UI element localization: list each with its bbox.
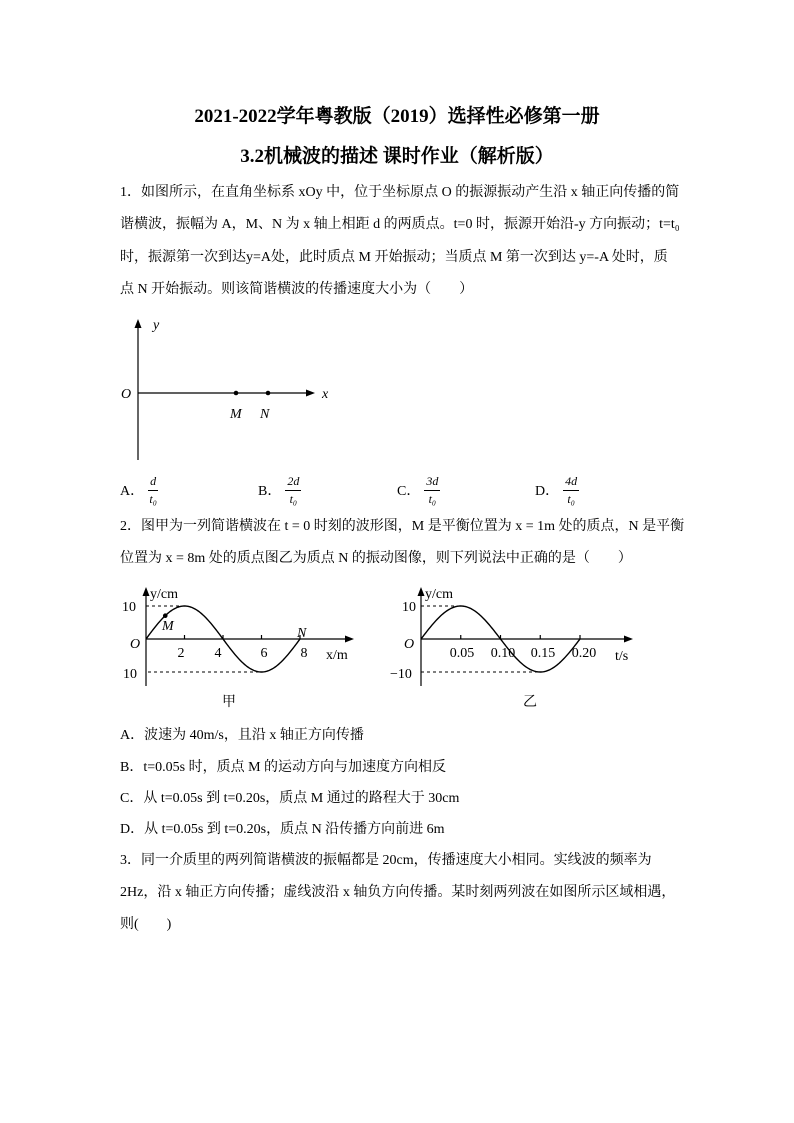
x-tick-label: 8	[300, 646, 308, 661]
q2-option-c: C．从 t=0.05s 到 t=0.20s，质点 M 通过的路程大于 30cm	[120, 791, 460, 806]
y-bottom-value-label: −10	[390, 667, 412, 682]
x-axis-label: x	[322, 387, 329, 402]
t-axis-arrow	[624, 636, 633, 643]
option-label: A．	[120, 484, 145, 499]
q1-text-line: 时，振源第一次到达y=A处，此时质点 M 开始振动；当质点 M 第一次到达 y=-A 处时，质	[120, 250, 668, 265]
q2-option-a: A．波速为 40m/s，且沿 x 轴正方向传播	[120, 728, 364, 743]
y-top-value-label: 10	[122, 600, 136, 615]
t-tick-label: 0.15	[530, 646, 556, 661]
y-top-value-label: 10	[402, 600, 416, 615]
q3-text-line: 2Hz，沿 x 轴正方向传播；虚线波沿 x 轴负方向传播。某时刻两列波在如图所示区域相遇，	[120, 885, 676, 900]
q2-option-d: D．从 t=0.05s 到 t=0.20s，质点 N 沿传播方向前进 6m	[120, 822, 445, 837]
fraction-numerator: 3d	[424, 473, 440, 491]
point-n	[266, 391, 271, 396]
x-tick-label: 6	[260, 646, 268, 661]
origin-label: O	[404, 637, 415, 652]
point-m-label: M	[230, 407, 242, 422]
q1-coordinate-diagram	[110, 310, 340, 470]
y-axis-label: y/cm	[425, 587, 453, 602]
q3-text-line: 则( )	[120, 917, 172, 932]
t-axis-label: t/s	[615, 649, 629, 664]
q2-text-line: 2．图甲为一列简谐横波在 t = 0 时刻的波形图，M 是平衡位置为 x = 1m 处的质点，N 是平衡	[120, 519, 685, 534]
q1-text-line: 点 N 开始振动。则该简谐横波的传播速度大小为（ ）	[120, 282, 474, 297]
q1-option-d	[535, 470, 579, 510]
q1-option-a	[120, 470, 158, 510]
q2-text-line: 位置为 x = 8m 处的质点图乙为质点 N 的振动图像，则下列说法中正确的是（ ）	[120, 551, 632, 566]
fraction-denominator: t₀	[428, 491, 437, 506]
y-bottom-value-label: 10	[123, 667, 137, 682]
figure-a-caption: 甲	[222, 695, 236, 710]
figure-b-caption: 乙	[523, 695, 537, 710]
q1-option-c	[397, 470, 440, 510]
q1-text-line: 谐横波，振幅为 A，M、N 为 x 轴上相距 d 的两质点。t=0 时，振源开始沿-y 方向振动；t=t₀	[120, 217, 680, 232]
x-axis-arrow	[306, 390, 315, 397]
q2-option-b: B．t=0.05s 时，质点 M 的运动方向与加速度方向相反	[120, 760, 447, 775]
t-tick-label: 0.10	[490, 646, 516, 661]
fraction-numerator: d	[148, 473, 158, 491]
fraction-denominator: t₀	[567, 491, 575, 506]
point-n-label: N	[297, 626, 307, 641]
q2-figure-a-waveform	[110, 580, 365, 692]
y-axis-arrow	[418, 587, 425, 596]
y-axis-arrow	[135, 319, 142, 328]
fraction-denominator: t₀	[289, 491, 298, 506]
fraction-numerator: 2d	[285, 473, 301, 491]
title-line-1: 2021-2022学年粤教版（2019）选择性必修第一册	[194, 106, 600, 127]
y-axis-label: y/cm	[150, 587, 178, 602]
x-tick-label: 2	[177, 646, 185, 661]
option-label: B．	[258, 484, 282, 499]
option-fraction	[563, 473, 579, 508]
t-tick-label: 0.05	[449, 646, 475, 661]
option-fraction	[285, 473, 301, 508]
y-axis-arrow	[143, 587, 150, 596]
x-axis-label: x/m	[326, 648, 348, 663]
title-line-2: 3.2机械波的描述 课时作业（解析版）	[240, 146, 554, 167]
q1-text-line: 1．如图所示，在直角坐标系 xOy 中，位于坐标原点 O 的振源振动产生沿 x 轴正向传播的简	[120, 185, 680, 200]
origin-label: O	[121, 387, 132, 402]
q1-option-b	[258, 470, 301, 510]
y-axis-label: y	[153, 318, 160, 333]
x-axis-arrow	[345, 636, 354, 643]
option-label: C．	[397, 484, 421, 499]
option-fraction	[424, 473, 440, 508]
fraction-denominator: t₀	[149, 491, 157, 506]
point-m	[163, 613, 168, 618]
q3-text-line: 3．同一介质里的两列简谐横波的振幅都是 20cm，传播速度大小相同。实线波的频率为	[120, 853, 652, 868]
option-label: D．	[535, 484, 560, 499]
point-n-label: N	[260, 407, 270, 422]
point-m	[234, 391, 239, 396]
origin-label: O	[130, 637, 141, 652]
option-fraction	[148, 473, 158, 508]
x-tick-label: 4	[214, 646, 222, 661]
point-m-label: M	[162, 619, 174, 634]
q2-figure-b-vibration-graph	[385, 580, 640, 692]
fraction-numerator: 4d	[563, 473, 579, 491]
t-tick-label: 0.20	[571, 646, 597, 661]
